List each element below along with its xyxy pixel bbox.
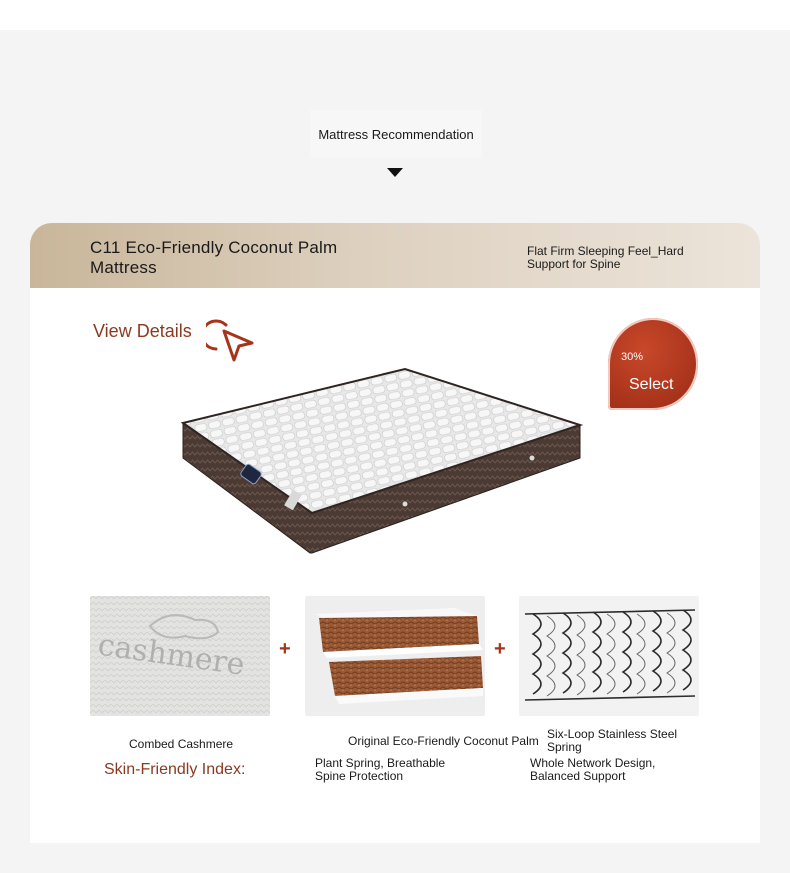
product-card (30, 223, 760, 843)
material-desc-steel-spring: Whole Network Design, Balanced Support (530, 756, 656, 783)
cashmere-material-image[interactable] (90, 596, 270, 716)
product-card-header (30, 223, 760, 288)
product-name: C11 Eco-Friendly Coconut Palm Mattress (90, 238, 338, 277)
section-title (310, 110, 482, 158)
skin-friendly-index-label: Skin-Friendly Index: (104, 761, 246, 778)
section-title-text: Mattress Recommendation (318, 126, 474, 142)
material-name-steel-spring: Six-Loop Stainless Steel Spring (547, 727, 678, 754)
select-label: Select (629, 376, 674, 393)
cashmere-image-text: cashmere (95, 627, 247, 683)
triangle-down-icon (387, 168, 403, 177)
coconut-palm-material-image[interactable] (305, 596, 485, 716)
view-details-link[interactable]: View Details (93, 321, 192, 341)
plus-sign: + (279, 638, 291, 660)
plus-sign: + (494, 638, 506, 660)
cursor-arrow-icon (206, 315, 258, 365)
discount-percent: 30% (621, 351, 644, 363)
steel-spring-material-image[interactable] (519, 596, 699, 716)
select-badge-button[interactable] (608, 318, 698, 410)
material-desc-coconut-palm: Plant Spring, Breathable Spine Protection (315, 756, 446, 783)
mattress-image[interactable] (180, 363, 590, 558)
product-feature: Flat Firm Sleeping Feel_Hard Support for Spine (527, 244, 684, 271)
top-strip (0, 0, 790, 30)
material-name-cashmere: Combed Cashmere (129, 737, 234, 751)
material-name-coconut-palm: Original Eco-Friendly Coconut Palm (348, 734, 539, 748)
